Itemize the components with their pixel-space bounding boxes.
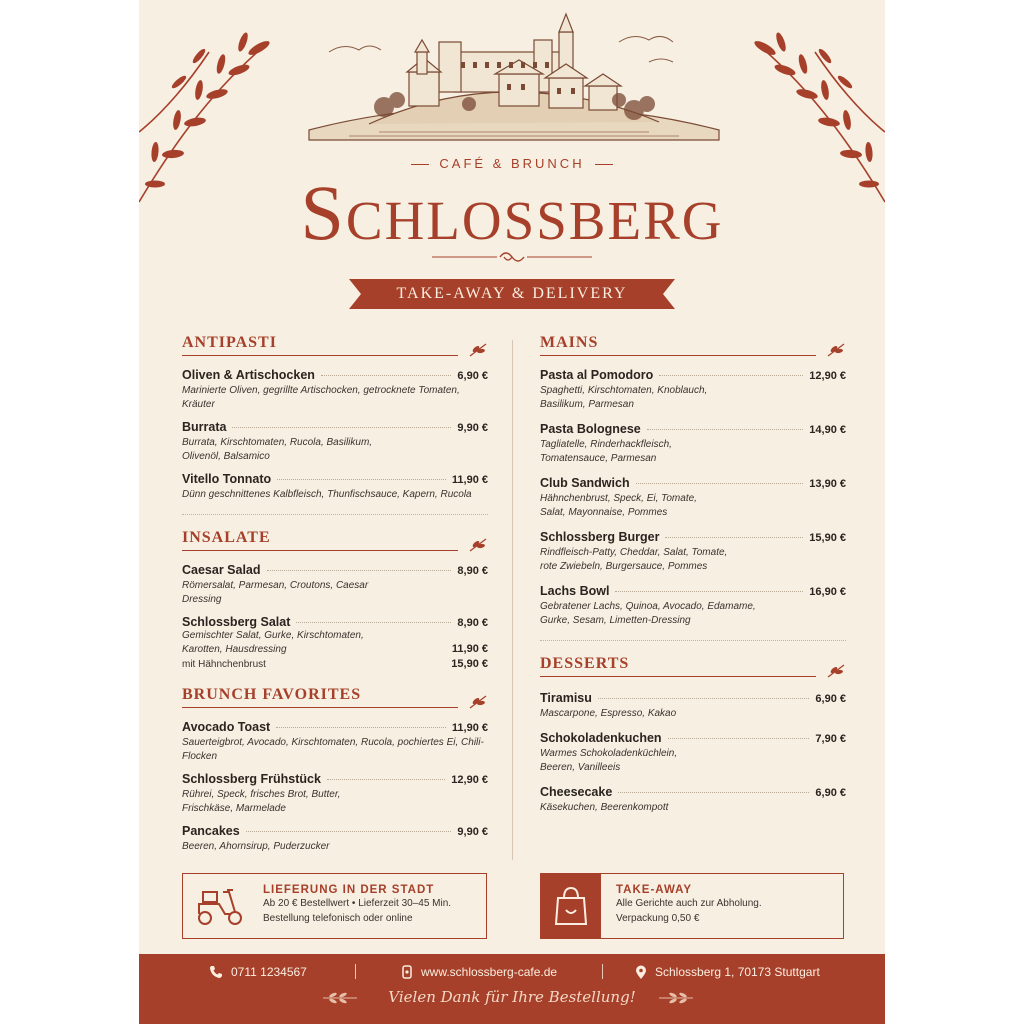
item-price-variant: 11,90 €	[451, 643, 488, 655]
footer-phone[interactable]: 0711 1234567	[209, 962, 307, 982]
item-name: Pancakes	[182, 824, 240, 838]
menu-item	[182, 472, 488, 502]
item-name: Club Sandwich	[540, 476, 630, 490]
footer-bar	[139, 954, 885, 1024]
item-price: 14,90 €	[809, 424, 846, 436]
web-icon	[401, 965, 413, 979]
thank-you-note: Vielen Dank für Ihre Bestellung!	[388, 988, 636, 1006]
info-title: LIEFERUNG IN DER STADT	[263, 884, 435, 896]
castle-illustration-icon	[289, 12, 735, 152]
footer-website[interactable]: www.schlossberg-cafe.de	[401, 962, 557, 982]
item-name: Schlossberg Salat	[182, 615, 291, 629]
item-description: Spaghetti, Kirschtomaten, Knoblauch, Basilikum, Parmesan	[540, 385, 708, 410]
item-description: Käsekuchen, Beerenkompott	[540, 802, 669, 813]
menu-item	[182, 368, 488, 412]
item-description: Warmes Schokoladenküchlein, Beeren, Vanilleeis	[540, 748, 678, 773]
section-title: DESSERTS	[540, 655, 630, 672]
right-column	[540, 334, 846, 815]
location-pin-icon	[635, 965, 647, 980]
menu-item	[182, 824, 488, 854]
item-description: Rindfleisch-Patty, Cheddar, Salat, Tomate, rote Zwiebeln, Burgersauce, Pommes	[540, 547, 728, 572]
column-divider	[512, 340, 513, 860]
item-description: Römersalat, Parmesan, Croutons, Caesar Dressing	[182, 580, 369, 605]
item-description: Marinierte Oliven, gegrillte Artischocken, getrocknete Tomaten, Kräuter	[182, 385, 460, 410]
item-price: 11,90 €	[451, 474, 488, 486]
left-column	[182, 334, 488, 854]
item-price: 6,90 €	[815, 693, 846, 705]
item-name: Vitello Tonnato	[182, 472, 272, 486]
item-name: Caesar Salad	[182, 563, 261, 577]
item-description: Dünn geschnittenes Kalbfleisch, Thunfischsauce, Kapern, Rucola	[182, 489, 472, 500]
item-name: Avocado Toast	[182, 720, 271, 734]
menu-item	[182, 420, 488, 464]
item-price: 12,90 €	[451, 774, 488, 786]
item-price: 9,90 €	[457, 826, 488, 838]
flourish-ornament-icon	[412, 247, 612, 267]
item-name: Burrata	[182, 420, 227, 434]
menu-item	[182, 772, 488, 816]
section-desserts	[540, 655, 846, 815]
item-name: Pasta Bolognese	[540, 422, 641, 436]
leaf-icon	[826, 663, 846, 679]
menu-item	[540, 731, 846, 775]
item-price: 12,90 €	[809, 370, 846, 382]
menu-item	[540, 422, 846, 466]
menu-item	[182, 615, 488, 672]
menu-item	[540, 530, 846, 574]
phone-icon	[209, 965, 223, 979]
item-description: Rührei, Speck, frisches Brot, Butter, Frischkäse, Marmelade	[182, 789, 341, 814]
leaf-icon	[468, 342, 488, 358]
menu-item	[540, 476, 846, 520]
item-description: Gemischter Salat, Gurke, Kirschtomaten, Karotten, Hausdressing	[182, 630, 364, 655]
item-option: mit Hähnchenbrust	[182, 659, 266, 670]
info-title: TAKE-AWAY	[616, 884, 693, 896]
item-price: 9,90 €	[457, 422, 488, 434]
menu-sheet	[139, 0, 885, 1024]
item-price: 16,90 €	[809, 586, 846, 598]
item-name: Pasta al Pomodoro	[540, 368, 654, 382]
section-title: ANTIPASTI	[182, 334, 277, 351]
leaf-icon	[826, 342, 846, 358]
item-name: Oliven & Artischocken	[182, 368, 315, 382]
info-line: Bestellung telefonisch oder online	[263, 913, 413, 924]
item-price: 15,90 €	[809, 532, 846, 544]
item-price: 7,90 €	[815, 733, 846, 745]
leaf-icon	[468, 537, 488, 553]
item-name: Tiramisu	[540, 691, 592, 705]
item-description: Mascarpone, Espresso, Kakao	[540, 708, 677, 719]
item-price: 8,90 €	[457, 617, 488, 629]
ornament-right-icon	[659, 992, 693, 1004]
section-brunch-favorites	[182, 686, 488, 854]
restaurant-title: Schlossberg	[300, 169, 724, 256]
subtitle: CAFÉ & BRUNCH	[139, 156, 885, 171]
item-price: 6,90 €	[457, 370, 488, 382]
leaf-icon	[468, 694, 488, 710]
item-name: Cheesecake	[540, 785, 613, 799]
menu-item	[182, 720, 488, 764]
item-price: 6,90 €	[815, 787, 846, 799]
banner-label: TAKE-AWAY & DELIVERY	[396, 285, 628, 302]
item-name: Schokoladenkuchen	[540, 731, 662, 745]
item-name: Lachs Bowl	[540, 584, 610, 598]
item-description: Tagliatelle, Rinderhackfleisch, Tomatensauce, Parmesan	[540, 439, 672, 464]
item-price: 8,90 €	[457, 565, 488, 577]
item-name: Schlossberg Frühstück	[182, 772, 321, 786]
section-mains	[540, 334, 846, 641]
item-price: 13,90 €	[809, 478, 846, 490]
item-description: Sauerteigbrot, Avocado, Kirschtomaten, Rucola, pochiertes Ei, Chili-Flocken	[182, 737, 484, 762]
info-line: Alle Gerichte auch zur Abholung.	[616, 898, 762, 909]
menu-item	[540, 785, 846, 815]
item-description: Burrata, Kirschtomaten, Rucola, Basilikum, Olivenöl, Balsamico	[182, 437, 373, 462]
takeaway-info-box	[540, 873, 844, 939]
item-description: Beeren, Ahornsirup, Puderzucker	[182, 841, 330, 852]
menu-item	[182, 563, 488, 607]
scooter-icon	[183, 874, 253, 938]
menu-item	[540, 584, 846, 628]
item-price: 11,90 €	[451, 722, 488, 734]
item-description: Hähnchenbrust, Speck, Ei, Tomate, Salat, Mayonnaise, Pommes	[540, 493, 697, 518]
menu-item	[540, 691, 846, 721]
item-description: Gebratener Lachs, Quinoa, Avocado, Edamame, Gurke, Sesam, Limetten-Dressing	[540, 601, 756, 626]
section-insalate	[182, 529, 488, 686]
section-title: MAINS	[540, 334, 599, 351]
footer-address[interactable]: Schlossberg 1, 70173 Stuttgart	[635, 962, 820, 982]
info-line: Verpackung 0,50 €	[616, 913, 700, 924]
section-antipasti	[182, 334, 488, 515]
item-name: Schlossberg Burger	[540, 530, 660, 544]
menu-item	[540, 368, 846, 412]
item-option-price: 15,90 €	[451, 658, 488, 670]
delivery-info-box	[182, 873, 487, 939]
section-title: BRUNCH FAVORITES	[182, 686, 362, 703]
section-title: INSALATE	[182, 529, 271, 546]
shopping-bag-icon	[541, 874, 601, 938]
info-line: Ab 20 € Bestellwert • Lieferzeit 30–45 Min.	[263, 898, 452, 909]
